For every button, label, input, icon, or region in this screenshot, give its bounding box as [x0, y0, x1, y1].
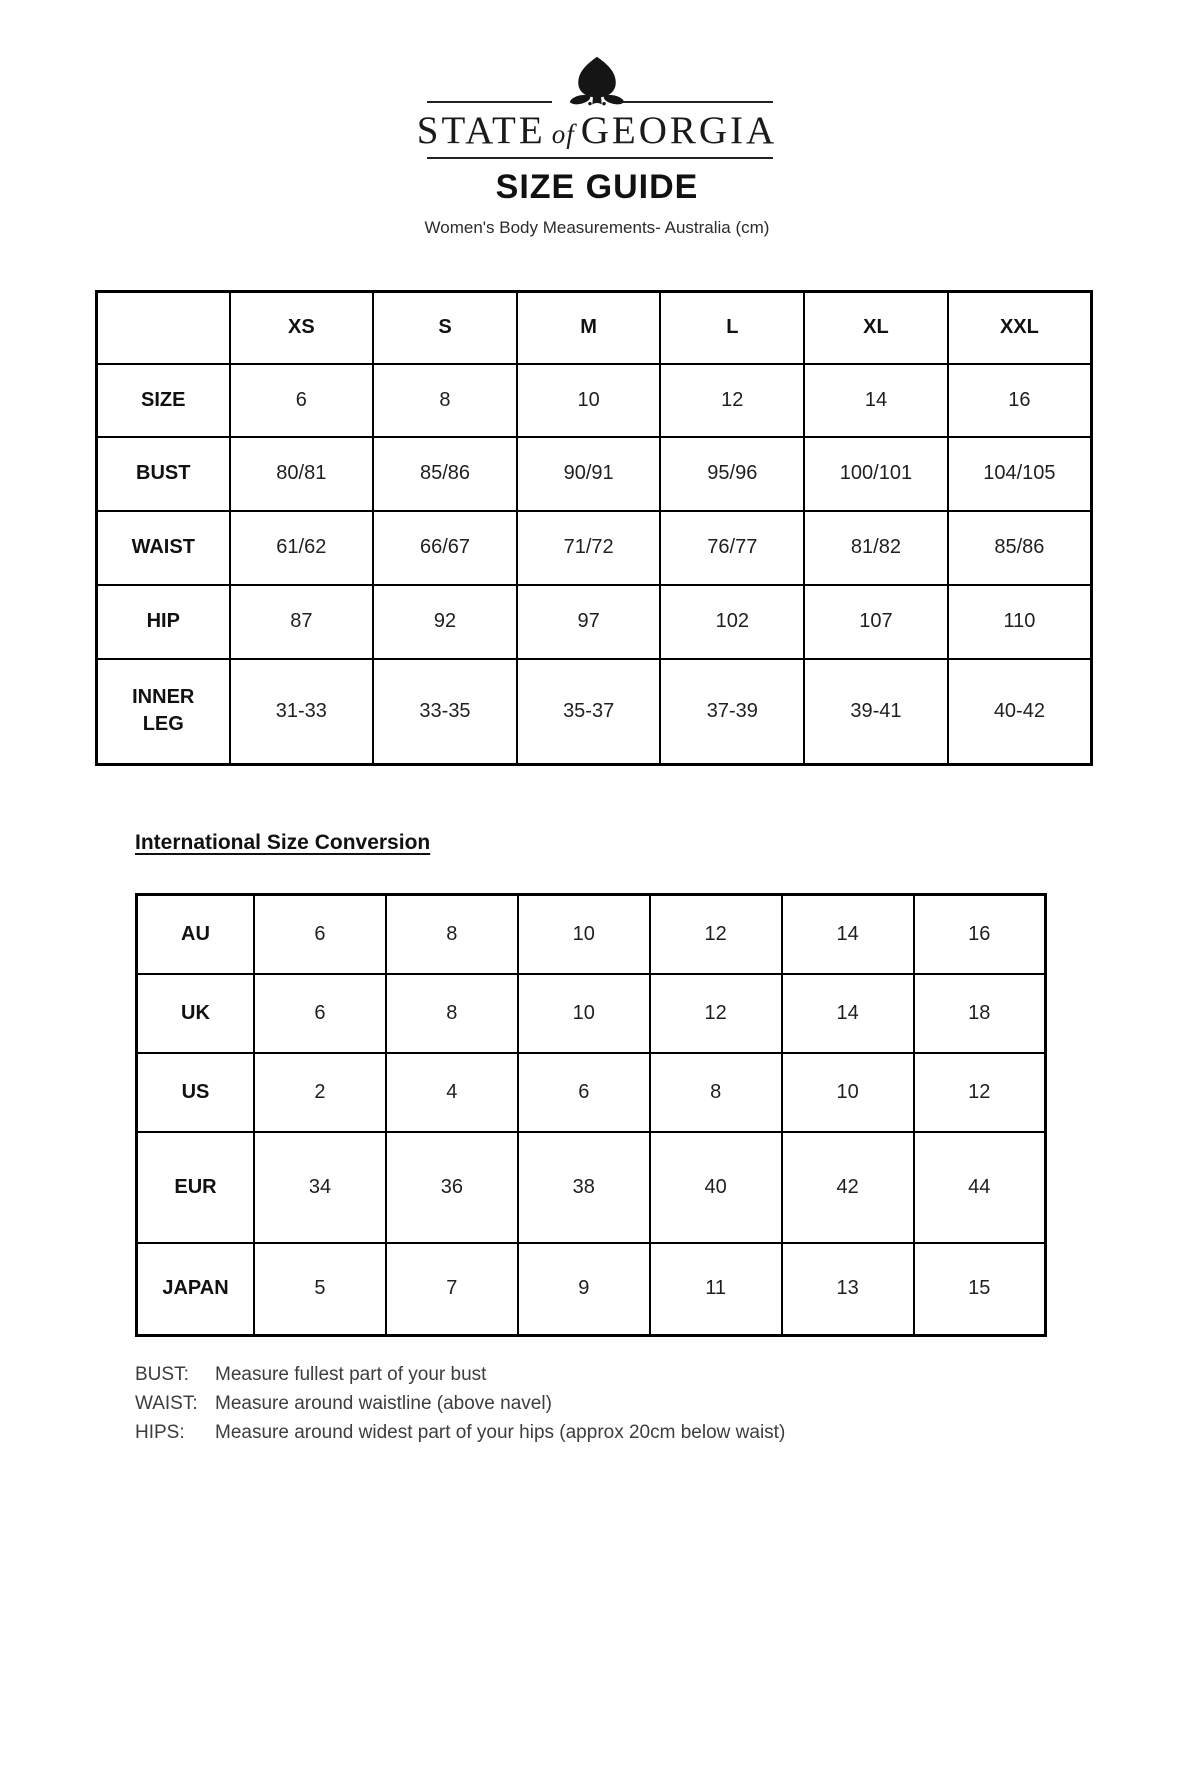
note-bust [135, 1360, 785, 1389]
value-cell: 36 [386, 1132, 518, 1243]
value-cell: 42 [782, 1132, 914, 1243]
value-cell: 12 [660, 364, 804, 437]
value-cell: 16 [948, 364, 1092, 437]
value-cell: 110 [948, 585, 1092, 659]
value-cell: 39-41 [804, 659, 948, 765]
logo-rule-top-left [427, 101, 552, 103]
value-cell: 12 [650, 895, 782, 974]
value-cell: 40-42 [948, 659, 1092, 765]
value-cell: 92 [373, 585, 517, 659]
brand-of: of [551, 119, 575, 149]
value-cell: 40 [650, 1132, 782, 1243]
value-cell: 7 [386, 1243, 518, 1336]
value-cell: 6 [254, 974, 386, 1053]
row-label-cell: US [137, 1053, 255, 1132]
logo-rule-bottom [427, 157, 773, 159]
column-header-cell: XL [804, 292, 948, 364]
brand-georgia: GEORGIA [580, 109, 778, 152]
value-cell: 38 [518, 1132, 650, 1243]
value-cell: 102 [660, 585, 804, 659]
column-header-cell [97, 292, 230, 364]
measurement-notes [135, 1360, 785, 1447]
note-waist [135, 1389, 785, 1418]
table-row [97, 437, 1092, 511]
value-cell: 33-35 [373, 659, 517, 765]
value-cell: 6 [518, 1053, 650, 1132]
value-cell: 15 [914, 1243, 1046, 1336]
table-row [97, 585, 1092, 659]
column-header-cell: M [517, 292, 661, 364]
column-header-cell: S [373, 292, 517, 364]
row-label-cell: EUR [137, 1132, 255, 1243]
row-label-cell: AU [137, 895, 255, 974]
row-label-cell: INNER LEG [97, 659, 230, 765]
table-row [97, 364, 1092, 437]
value-cell: 87 [230, 585, 374, 659]
value-cell: 6 [254, 895, 386, 974]
conversion-table [135, 893, 1047, 1337]
value-cell: 9 [518, 1243, 650, 1336]
value-cell: 4 [386, 1053, 518, 1132]
brand-name [0, 108, 1194, 153]
value-cell: 10 [518, 895, 650, 974]
row-label-cell: WAIST [97, 511, 230, 585]
value-cell: 71/72 [517, 511, 661, 585]
value-cell: 104/105 [948, 437, 1092, 511]
value-cell: 14 [804, 364, 948, 437]
value-cell: 8 [386, 895, 518, 974]
row-label-cell: SIZE [97, 364, 230, 437]
value-cell: 61/62 [230, 511, 374, 585]
note-text: Measure fullest part of your bust [215, 1364, 487, 1385]
value-cell: 76/77 [660, 511, 804, 585]
page-subtitle: Women's Body Measurements- Australia (cm) [424, 218, 770, 237]
value-cell: 34 [254, 1132, 386, 1243]
value-cell: 11 [650, 1243, 782, 1336]
value-cell: 14 [782, 974, 914, 1053]
value-cell: 13 [782, 1243, 914, 1336]
value-cell: 16 [914, 895, 1046, 974]
table-row [137, 895, 1046, 974]
table-row [137, 1243, 1046, 1336]
value-cell: 8 [373, 364, 517, 437]
row-label-cell: JAPAN [137, 1243, 255, 1336]
column-header-cell: L [660, 292, 804, 364]
value-cell: 14 [782, 895, 914, 974]
page-title: SIZE GUIDE [495, 168, 699, 206]
value-cell: 37-39 [660, 659, 804, 765]
column-header-cell: XS [230, 292, 374, 364]
value-cell: 12 [914, 1053, 1046, 1132]
value-cell: 8 [386, 974, 518, 1053]
value-cell: 107 [804, 585, 948, 659]
value-cell: 10 [517, 364, 661, 437]
tree-icon [547, 56, 647, 106]
value-cell: 90/91 [517, 437, 661, 511]
header-row [97, 292, 1092, 364]
value-cell: 100/101 [804, 437, 948, 511]
table-row [137, 1132, 1046, 1243]
column-header-cell: XXL [948, 292, 1092, 364]
value-cell: 35-37 [517, 659, 661, 765]
row-label-cell: HIP [97, 585, 230, 659]
table-row [137, 1053, 1046, 1132]
row-label-cell: UK [137, 974, 255, 1053]
value-cell: 5 [254, 1243, 386, 1336]
value-cell: 66/67 [373, 511, 517, 585]
brand-state: STATE [416, 109, 546, 152]
value-cell: 31-33 [230, 659, 374, 765]
value-cell: 95/96 [660, 437, 804, 511]
value-cell: 12 [650, 974, 782, 1053]
conversion-heading: International Size Conversion [135, 831, 431, 854]
value-cell: 6 [230, 364, 374, 437]
value-cell: 80/81 [230, 437, 374, 511]
note-hips [135, 1418, 785, 1447]
note-text: Measure around waistline (above navel) [215, 1393, 552, 1414]
table-row [97, 659, 1092, 765]
note-label: BUST: [135, 1364, 189, 1385]
value-cell: 10 [782, 1053, 914, 1132]
row-label-cell: BUST [97, 437, 230, 511]
value-cell: 44 [914, 1132, 1046, 1243]
value-cell: 10 [518, 974, 650, 1053]
table-row [97, 511, 1092, 585]
measurement-table [95, 290, 1093, 766]
value-cell: 85/86 [373, 437, 517, 511]
value-cell: 18 [914, 974, 1046, 1053]
logo-rule-top-right [623, 101, 773, 103]
value-cell: 85/86 [948, 511, 1092, 585]
note-label: WAIST: [135, 1393, 198, 1414]
value-cell: 97 [517, 585, 661, 659]
note-text: Measure around widest part of your hips (approx 20cm below waist) [215, 1422, 786, 1443]
value-cell: 2 [254, 1053, 386, 1132]
table-row [137, 974, 1046, 1053]
value-cell: 81/82 [804, 511, 948, 585]
value-cell: 8 [650, 1053, 782, 1132]
note-label: HIPS: [135, 1422, 185, 1443]
